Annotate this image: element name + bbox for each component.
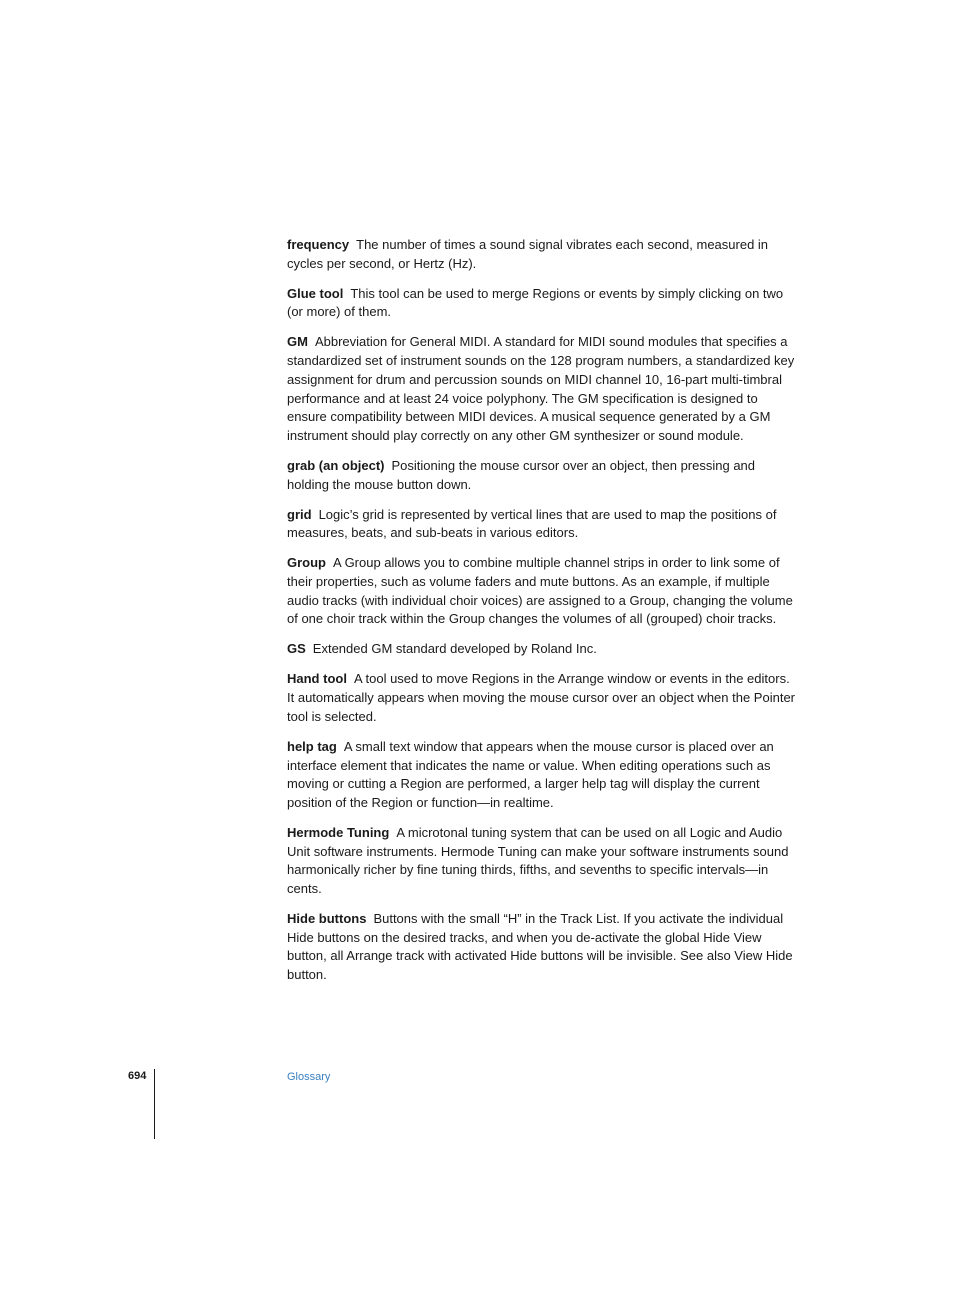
glossary-entry [287, 738, 799, 813]
glossary-entry [287, 910, 799, 985]
glossary-entry [287, 670, 799, 726]
entry-definition: Buttons with the small “H” in the Track List. If you activate the individual Hide buttons on the desired tracks, and when you de-activate the global Hide View button, all Arrange track with activated Hide buttons will be invisible. See also View Hide button. [287, 911, 793, 983]
entry-term: Hermode Tuning [287, 824, 390, 840]
entry-term: grab (an object) [287, 457, 385, 473]
entry-definition: Positioning the mouse cursor over an object, then pressing and holding the mouse button down. [287, 457, 756, 492]
entry-definition: This tool can be used to merge Regions or events by simply clicking on two (or more) of them. [287, 285, 784, 320]
glossary-entry [287, 640, 799, 659]
entry-definition: A small text window that appears when the mouse cursor is placed over an interface element that indicates the name or value. When editing operations such as moving or cutting a Region are performed, a larger help tag will display the current position of the Region or function—in realtime. [287, 738, 774, 810]
entry-definition: Abbreviation for General MIDI. A standard for MIDI sound modules that specifies a standardized set of instrument sounds on the 128 program numbers, a standardized key assignment for drum and percussion sounds on MIDI channel 10, 16-part multi-timbral performance and at least 24 voice polyphony. The GM specification is designed to ensure compatibility between MIDI devices. A musical sequence generated by a GM instrument should play correctly on any other GM synthesizer or sound module. [287, 334, 795, 443]
entry-definition: A microtonal tuning system that can be used on all Logic and Audio Unit software instruments. Hermode Tuning can make your software instruments sound harmonically richer by fine tuning thirds, fifths, and sevenths to specific intervals—in cents. [287, 824, 789, 897]
entry-term: Glue tool [287, 285, 344, 301]
entry-term: GS [287, 641, 306, 657]
section-link[interactable]: Glossary [287, 1071, 331, 1083]
entry-definition: Extended GM standard developed by Roland Inc. [312, 641, 597, 657]
entry-definition: Logic’s grid is represented by vertical lines that are used to map the positions of measures, beats, and sub-beats in various editors. [287, 506, 777, 541]
entry-term: Group [287, 555, 326, 571]
page-number: 694 [128, 1070, 147, 1082]
glossary-entry [287, 236, 799, 273]
entry-definition: A tool used to move Regions in the Arrange window or events in the editors. It automatically appears when moving the mouse cursor over an object when the Pointer tool is selected. [287, 671, 795, 724]
entry-term: grid [287, 506, 312, 522]
glossary-entry [287, 554, 799, 629]
footer-divider [154, 1069, 155, 1139]
glossary-entry [287, 285, 799, 322]
entry-term: Hide buttons [287, 911, 367, 927]
glossary-entry [287, 457, 799, 494]
glossary-entry [287, 506, 799, 543]
entry-term: frequency [287, 237, 350, 252]
glossary-entry [287, 333, 799, 445]
entry-definition: A Group allows you to combine multiple channel strips in order to link some of their properties, such as volume faders and mute buttons. As an example, if multiple audio tracks (with individual choir voices) are assigned to a Group, changing the volume of one choir track within the Group changes the volumes of all (grouped) choir tracks. [287, 555, 793, 627]
entry-term: Hand tool [287, 671, 347, 687]
entry-term: GM [287, 334, 308, 350]
entry-term: help tag [287, 738, 337, 754]
glossary-entries [287, 236, 799, 996]
entry-definition: The number of times a sound signal vibrates each second, measured in cycles per second, or Hertz (Hz). [287, 237, 769, 271]
glossary-entry [287, 824, 799, 899]
